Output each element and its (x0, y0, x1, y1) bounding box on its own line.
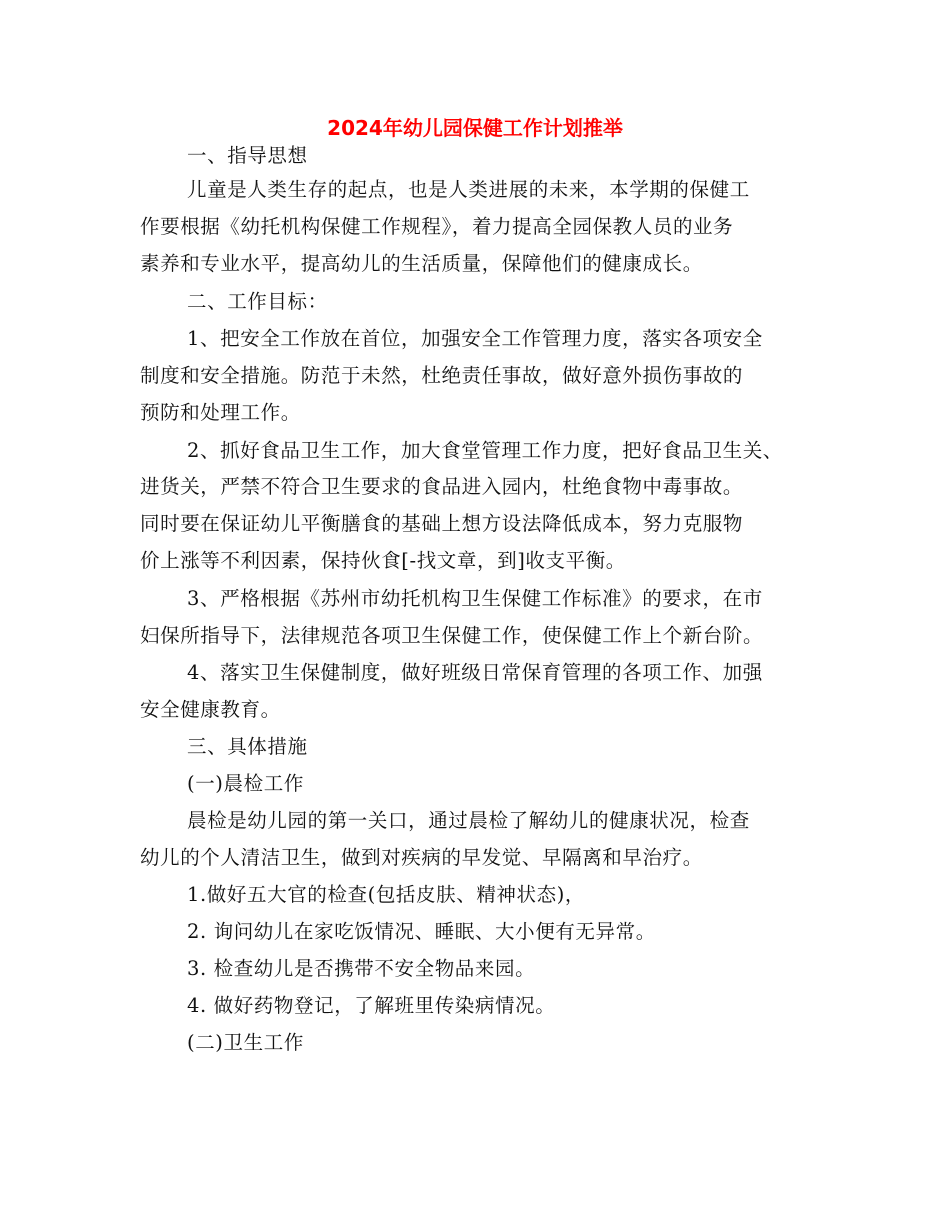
paragraph-line: 1、把安全工作放在首位，加强安全工作管理力度，落实各项安全 (187, 327, 763, 350)
paragraph-line: 幼儿的个人清洁卫生，做到对疾病的早发觉、早隔离和早治疗。 (140, 846, 703, 869)
subsection-heading: (一)晨检工作 (187, 772, 304, 795)
list-item: 3. 检查幼儿是否携带不安全物品来园。 (187, 957, 536, 980)
paragraph-line: 预防和处理工作。 (140, 401, 301, 424)
paragraph-line: 素养和专业水平，提高幼儿的生活质量，保障他们的健康成长。 (140, 252, 703, 275)
paragraph-line: 安全健康教育。 (140, 698, 281, 721)
paragraph-line: 价上涨等不利因素，保持伙食[-找文章，到]收支平衡。 (140, 549, 626, 572)
list-item: 2. 询问幼儿在家吃饭情况、睡眠、大小便有无异常。 (187, 920, 656, 943)
subsection-heading: (二)卫生工作 (187, 1031, 304, 1054)
paragraph-line: 晨检是幼儿园的第一关口，通过晨检了解幼儿的健康状况，检查 (187, 809, 750, 832)
paragraph-line: 4、落实卫生保健制度，做好班级日常保育管理的各项工作、加强 (187, 661, 763, 684)
list-item: 4. 做好药物登记，了解班里传染病情况。 (187, 994, 556, 1017)
paragraph-line: 作要根据《幼托机构保健工作规程》，着力提高全园保教人员的业务 (140, 215, 734, 238)
paragraph-line: 3、严格根据《苏州市幼托机构卫生保健工作标准》的要求，在市 (187, 587, 763, 610)
list-item: 1.做好五大官的检查(包括皮肤、精神状态)， (187, 883, 586, 906)
section-heading: 二、工作目标： (187, 290, 328, 313)
paragraph-line: 妇保所指导下，法律规范各项卫生保健工作，使保健工作上个新台阶。 (140, 624, 764, 647)
section-heading: 一、指导思想 (187, 144, 308, 167)
paragraph-line: 2、抓好食品卫生工作，加大食堂管理工作力度，把好食品卫生关、 (187, 439, 783, 462)
document-title: 2024年幼儿园保健工作计划推举 (327, 116, 623, 140)
section-heading: 三、具体措施 (187, 735, 308, 758)
paragraph-line: 制度和安全措施。防范于未然，杜绝责任事故，做好意外损伤事故的 (140, 364, 744, 387)
paragraph-line: 进货关，严禁不符合卫生要求的食品进入园内，杜绝食物中毒事故。 (140, 475, 744, 498)
paragraph-line: 同时要在保证幼儿平衡膳食的基础上想方设法降低成本，努力克服物 (140, 512, 744, 535)
paragraph-line: 儿童是人类生存的起点，也是人类进展的未来，本学期的保健工 (187, 178, 750, 201)
